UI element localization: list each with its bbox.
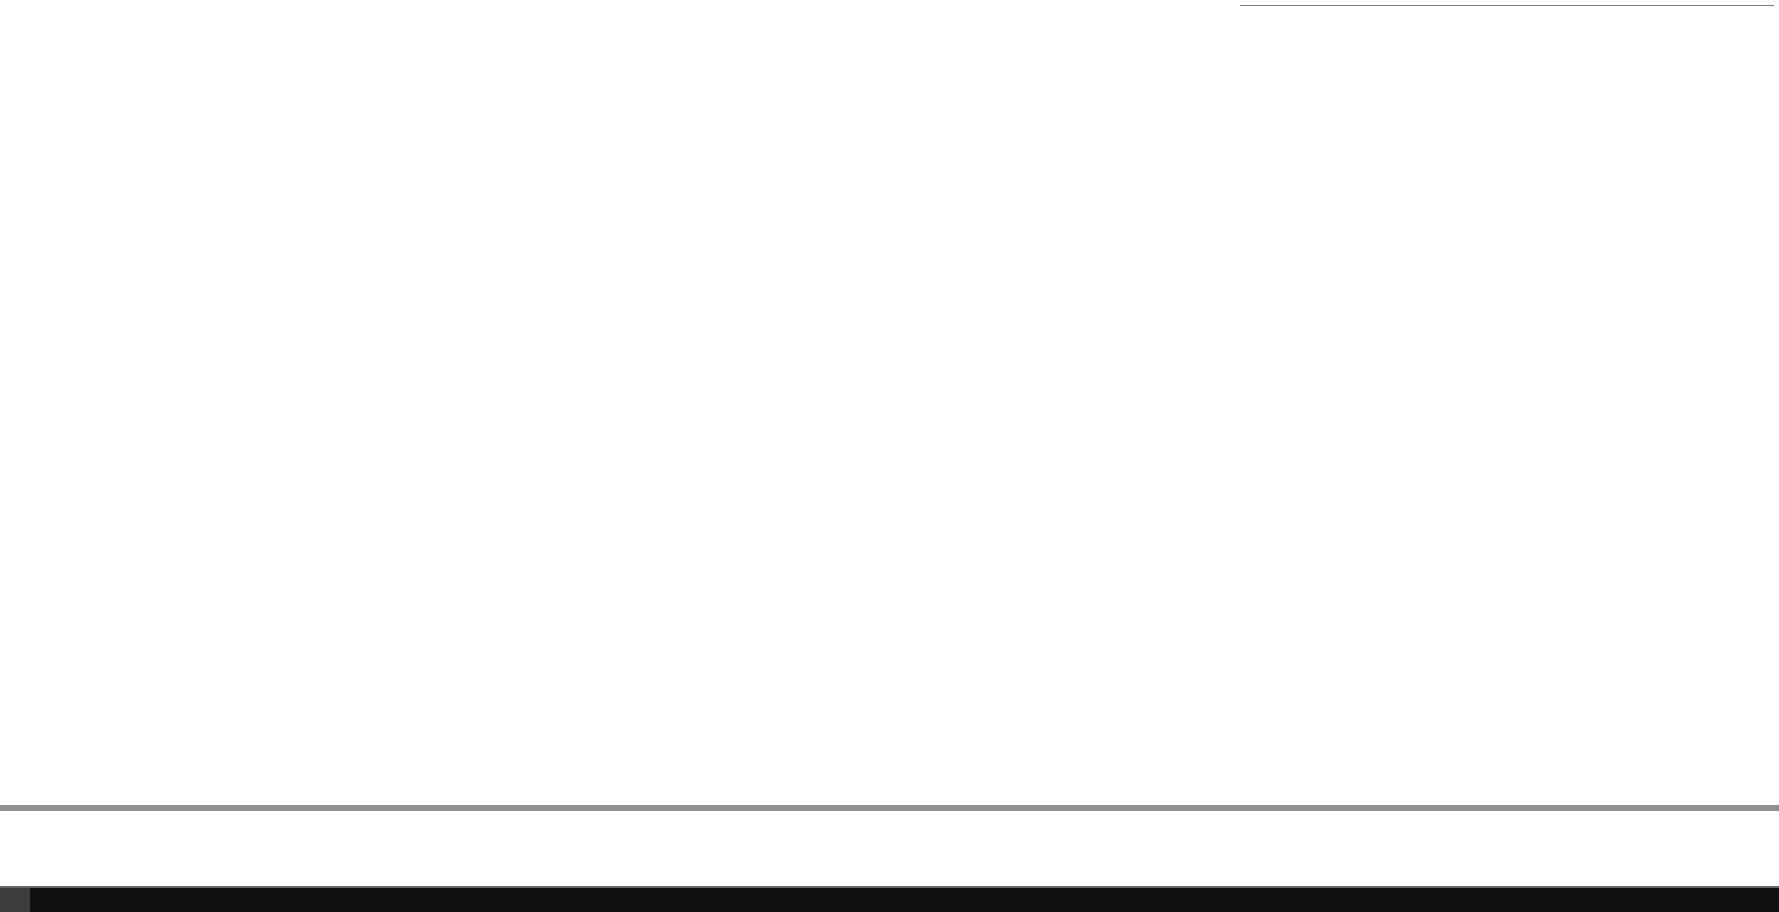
analysis-panel [681, 6, 1638, 56]
page-title [1240, 2, 1774, 6]
panel-splitter[interactable] [0, 805, 1779, 811]
tab-adx[interactable] [64, 888, 92, 912]
tab-ew-osc[interactable] [0, 888, 30, 912]
tab-volume[interactable] [36, 888, 64, 912]
indicator-tabbar [0, 888, 1779, 912]
